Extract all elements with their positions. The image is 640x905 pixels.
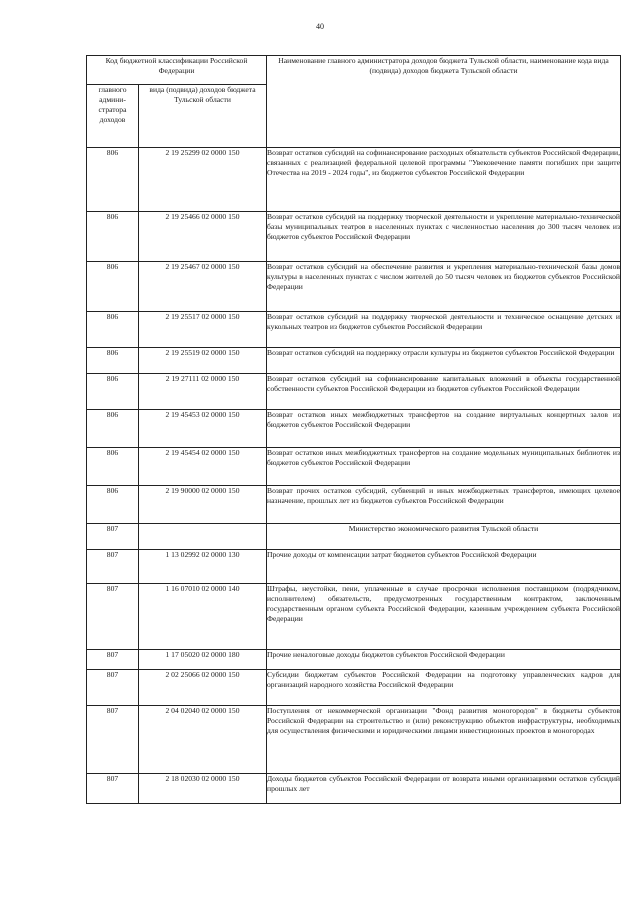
income-type-code-cell: 1 16 07010 02 0000 140 [139,584,267,650]
income-name-cell: Поступления от некоммерческой организации "Фонд развития моногородов" в бюджеты субъектов Российской Федерации на строительство и (или) реконструкцию объектов инфраструктуры, необходимых для осуществления физическими и юридическими лицами инвестиционных проектов в моногородах [267,706,621,774]
income-type-code-cell: 1 17 05020 02 0000 180 [139,650,267,670]
admin-code-cell: 807 [87,706,139,774]
administrator-name-cell: Министерство экономического развития Тульской области [267,524,621,550]
income-type-code-cell: 2 19 25299 02 0000 150 [139,148,267,212]
table-row [87,650,621,670]
admin-code-cell: 806 [87,374,139,410]
table-row [87,410,621,448]
income-name-cell: Возврат остатков иных межбюджетных трансфертов на создание виртуальных концертных залов из бюджетов субъектов Российской Федерации [267,410,621,448]
income-type-code-cell [139,524,267,550]
admin-code-cell: 806 [87,348,139,374]
table-row [87,584,621,650]
admin-code-cell: 806 [87,410,139,448]
income-name-cell: Возврат остатков субсидий на поддержку творческой деятельности и укрепление материально-технической базы муниципальных театров в населенных пунктах с численностью населения до 300 тысяч человек из бюджетов субъектов Российской Федерации [267,212,621,262]
table-row [87,524,621,550]
income-name-cell: Возврат остатков субсидий на софинансирование капитальных вложений в объекты государственной собственности субъектов Российской Федерации из бюджетов субъектов Российской Федерации [267,374,621,410]
income-name-cell: Возврат остатков субсидий на поддержку творческой деятельности и техническое оснащение детских и кукольных театров из бюджетов субъектов Российской Федерации [267,312,621,348]
income-name-cell: Прочие неналоговые доходы бюджетов субъектов Российской Федерации [267,650,621,670]
table-row [87,706,621,774]
header-type-column: вида (подвида) доходов бюджета Тульской области [139,85,267,148]
income-type-code-cell: 2 19 27111 02 0000 150 [139,374,267,410]
income-type-code-cell: 2 04 02040 02 0000 150 [139,706,267,774]
income-name-cell: Субсидии бюджетам субъектов Российской Федерации на подготовку управленческих кадров для организаций народного хозяйства Российской Федерации [267,670,621,706]
admin-code-cell: 806 [87,448,139,486]
income-name-cell: Штрафы, неустойки, пени, уплаченные в случае просрочки исполнения поставщиком (подрядчиком, исполнителем) обязательств, предусмотренных государственным контрактом, заключенным государственным органом субъекта Российской Федерации, казенным учреждением субъекта Российской Федерации [267,584,621,650]
admin-code-cell: 806 [87,148,139,212]
income-type-code-cell: 2 18 02030 02 0000 150 [139,774,267,804]
table-body [87,148,621,804]
income-type-code-cell: 2 19 90000 02 0000 150 [139,486,267,524]
table-row [87,212,621,262]
header-code-group: Код бюджетной классификации Российской Федерации [87,56,267,85]
income-name-cell: Возврат остатков субсидий на поддержку отрасли культуры из бюджетов субъектов Российской Федерации [267,348,621,374]
admin-code-cell: 807 [87,670,139,706]
table-row [87,348,621,374]
income-name-cell: Возврат остатков субсидий на софинансирование расходных обязательств субъектов Российской Федерации, связанных с реализацией федеральной целевой программы "Увековечение памяти погибших при защите Отечества на 2019 - 2024 годы", из бюджетов субъектов Российской Федерации [267,148,621,212]
page-number: 40 [316,22,324,31]
header-admin-column: главного админи-стратора доходов [87,85,139,148]
income-type-code-cell: 2 19 25517 02 0000 150 [139,312,267,348]
admin-code-cell: 807 [87,550,139,584]
table-row [87,448,621,486]
admin-code-cell: 806 [87,262,139,312]
table-row [87,262,621,312]
table-row [87,670,621,706]
income-name-cell: Прочие доходы от компенсации затрат бюджетов субъектов Российской Федерации [267,550,621,584]
header-name-column: Наименование главного администратора доходов бюджета Тульской области, наименование кода вида (подвида) доходов бюджета Тульской области [267,56,621,148]
income-type-code-cell: 2 19 45454 02 0000 150 [139,448,267,486]
table-row [87,148,621,212]
budget-classification-table [86,55,621,804]
admin-code-cell: 806 [87,312,139,348]
admin-code-cell: 806 [87,486,139,524]
admin-code-cell: 807 [87,524,139,550]
income-type-code-cell: 2 19 25466 02 0000 150 [139,212,267,262]
admin-code-cell: 807 [87,584,139,650]
table-row [87,312,621,348]
income-name-cell: Возврат прочих остатков субсидий, субвенций и иных межбюджетных трансфертов, имеющих целевое назначение, прошлых лет из бюджетов субъектов Российской Федерации [267,486,621,524]
income-name-cell: Доходы бюджетов субъектов Российской Федерации от возврата иными организациями остатков субсидий прошлых лет [267,774,621,804]
income-type-code-cell: 2 02 25066 02 0000 150 [139,670,267,706]
admin-code-cell: 807 [87,774,139,804]
table-row [87,486,621,524]
table-row [87,774,621,804]
income-type-code-cell: 2 19 45453 02 0000 150 [139,410,267,448]
income-type-code-cell: 2 19 25519 02 0000 150 [139,348,267,374]
income-name-cell: Возврат остатков иных межбюджетных трансфертов на создание модельных муниципальных библиотек из бюджетов субъектов Российской Федерации [267,448,621,486]
admin-code-cell: 806 [87,212,139,262]
income-type-code-cell: 1 13 02992 02 0000 130 [139,550,267,584]
income-name-cell: Возврат остатков субсидий на обеспечение развития и укрепления материально-технической базы домов культуры в населенных пунктах с числом жителей до 50 тысяч человек из бюджетов субъектов Российской Федерации [267,262,621,312]
table-row [87,550,621,584]
admin-code-cell: 807 [87,650,139,670]
table-row [87,374,621,410]
income-type-code-cell: 2 19 25467 02 0000 150 [139,262,267,312]
